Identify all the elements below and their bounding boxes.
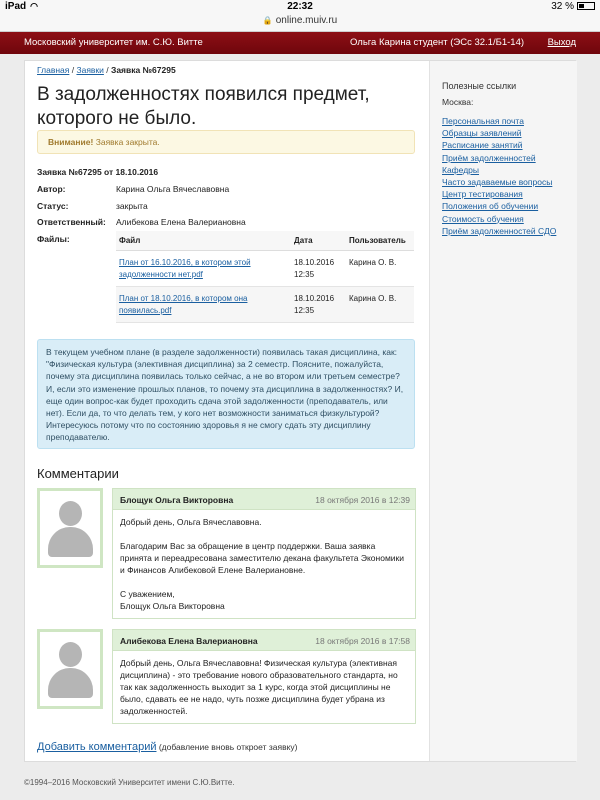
file-date: 18.10.2016 12:35 — [291, 287, 346, 323]
comment-text: Добрый день, Ольга Вячеславовна. — [120, 517, 262, 527]
file-user: Карина О. В. — [346, 287, 414, 323]
sidebar-title: Полезные ссылки — [442, 81, 517, 91]
logout-link[interactable]: Выход — [547, 37, 576, 48]
comment-date: 18 октября 2016 в 17:58 — [315, 636, 410, 646]
breadcrumb: Главная / Заявки / Заявка №67295 — [37, 65, 176, 75]
sidebar-link-schedule[interactable]: Расписание занятий — [442, 140, 523, 151]
file-date: 18.10.2016 12:35 — [291, 251, 346, 287]
url-text[interactable]: online.muiv.ru — [275, 15, 338, 26]
sidebar-link-debts-sdo[interactable]: Приём задолженностей СДО — [442, 225, 557, 236]
breadcrumb-requests[interactable]: Заявки — [76, 65, 104, 75]
comment-text: С уважением, — [120, 589, 175, 599]
responsible-label: Ответственный: — [37, 217, 106, 227]
alert-label: Внимание! — [48, 137, 94, 147]
comment — [112, 629, 416, 724]
battery-percent: 32 % — [551, 1, 574, 12]
responsible-value: Алибекова Елена Валериановна — [116, 217, 246, 227]
breadcrumb-home[interactable]: Главная — [37, 65, 70, 75]
add-comment-link[interactable]: Добавить комментарий — [37, 741, 157, 753]
add-comment — [37, 741, 298, 753]
avatar — [37, 629, 103, 709]
comment-author: Алибекова Елена Валериановна — [120, 636, 258, 646]
alert-text: Заявка закрыта. — [95, 137, 160, 147]
files-table-header — [116, 231, 414, 251]
sidebar-link-faq[interactable]: Часто задаваемые вопросы — [442, 177, 553, 188]
table-row — [116, 287, 414, 323]
breadcrumb-current: Заявка №67295 — [111, 65, 176, 75]
col-user: Пользователь — [346, 231, 414, 251]
battery-icon — [577, 2, 595, 10]
sidebar-link-cost[interactable]: Стоимость обучения — [442, 213, 524, 224]
add-comment-note: (добавление вновь откроет заявку) — [156, 742, 298, 752]
comment — [112, 488, 416, 619]
footer: ©1994–2016 Московский Университет имени С.Ю.Витте. — [24, 778, 235, 787]
author-value: Карина Ольга Вячеславовна — [116, 184, 230, 194]
closed-alert — [37, 130, 415, 154]
table-row — [116, 251, 414, 287]
wifi-icon: ◠ — [30, 1, 38, 11]
comment-date: 18 октября 2016 в 12:39 — [315, 495, 410, 505]
comment-text: Благодарим Вас за обращение в центр поддержки. Ваша заявка принята и переадресована заместителю декана факультета Экономики и Финансов Алибековой Елене Валериановне. — [120, 541, 405, 575]
request-heading: Заявка №67295 от 18.10.2016 — [37, 167, 159, 177]
sidebar-city: Москва: — [442, 97, 474, 107]
file-link[interactable]: План от 16.10.2016, в котором этой задолженности нет.pdf — [119, 258, 251, 279]
file-user: Карина О. В. — [346, 251, 414, 287]
content-card — [24, 60, 576, 762]
sidebar-link-departments[interactable]: Кафедры — [442, 164, 480, 175]
status-value: закрыта — [116, 201, 148, 211]
col-file: Файл — [116, 231, 291, 251]
device-label: iPad — [5, 1, 27, 12]
sidebar — [429, 61, 577, 761]
files-table — [116, 231, 414, 323]
status-label: Статус: — [37, 201, 69, 211]
avatar — [37, 488, 103, 568]
comments-title: Комментарии — [37, 466, 119, 481]
request-question: В текущем учебном плане (в разделе задолженности) появилась такая дисциплина, как: "Физическая культура (элективная дисциплина) за 2 семестр. Поясните, пожалуйста, почему эта дисциплина появилась только сейчас, а не во втором или третьем семестре? И, если это изменение прошлых планов, то почему эта дисциплина в задолженностях? И, еще один вопрос-как будет проходить сдача этой задолженности (преподаватель, или нет). Если да, то что делать тем, у кого нет возможности заниматься физкультурой? Интересуюсь потому что по состоянию здоровья я не смогу сдать эту дисциплину преподавателю. — [37, 339, 415, 449]
sidebar-link-mail[interactable]: Персональная почта — [442, 116, 524, 126]
sidebar-link-regulations[interactable]: Положения об обучении — [442, 201, 539, 212]
author-label: Автор: — [37, 184, 66, 194]
sidebar-link-testing[interactable]: Центр тестирования — [442, 189, 523, 200]
comment-text: Блощук Ольга Викторовна — [120, 601, 225, 611]
status-bar — [0, 0, 600, 15]
comment-author: Блощук Ольга Викторовна — [120, 495, 234, 505]
comment-text: Добрый день, Ольга Вячеславовна! Физическая культура (элективная дисциплина) - это требование нового образовательного стандарта, но так как задолженность выходит за 1 курс, когда этой дисциплины не было, сдавать ее не надо, чуть позже дисциплина будет убрана из задолженностей. — [120, 658, 398, 716]
files-label: Файлы: — [37, 234, 70, 244]
col-date: Дата — [291, 231, 346, 251]
lock-icon: 🔒 — [262, 16, 273, 25]
university-name: Московский университет им. С.Ю. Витте — [24, 37, 203, 48]
clock: 22:32 — [287, 1, 313, 12]
file-link[interactable]: План от 18.10.2016, в котором она появилась.pdf — [119, 294, 248, 315]
url-bar[interactable] — [0, 15, 600, 32]
sidebar-link-samples[interactable]: Образцы заявлений — [442, 128, 522, 139]
page-title: В задолженностях появился предмет, которого не было. — [37, 84, 370, 129]
sidebar-link-debts[interactable]: Приём задолженностей — [442, 152, 536, 163]
site-header — [0, 32, 600, 54]
user-info: Ольга Карина студент (ЭСс 32.1/Б1-14) — [350, 37, 525, 48]
